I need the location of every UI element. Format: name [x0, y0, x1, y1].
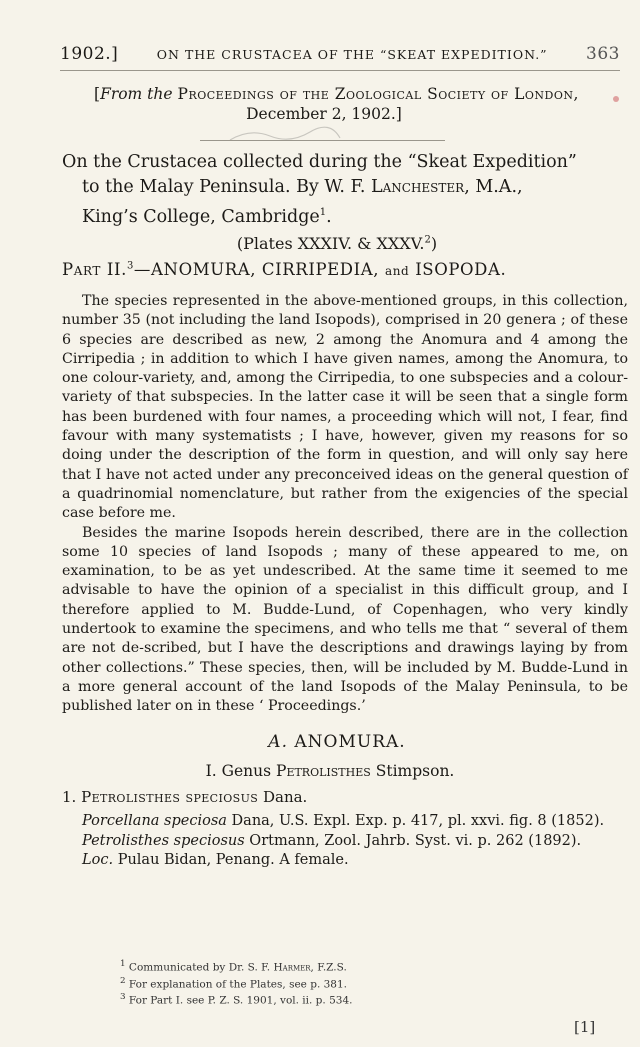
paragraph: Besides the marine Isopods herein described, there are in the collection some 10 species of land Isopods ; many of these appeared to me, on examination, to be as yet undescribed. At the same time it seemed to me advisable to have the opinion of a specialist in this difficult group, and I therefore applied to M. Budde-Lund, of Copenhagen, who very kindly undertook to examine the specimens, and who tells me that “ several of them are not de-scribed, but I have the descriptions and drawings laying by from other collections.” These species, then, will be included by M. Budde-Lund in a more general account of the land Isopods of the Malay Peninsula, to be published later on in these ‘ Proceedings.’: [62, 524, 628, 715]
body-text: [62, 292, 628, 717]
genus-prefix: I. Genus: [205, 762, 272, 780]
part-and: and: [384, 264, 410, 278]
species-number: 1.: [62, 788, 77, 806]
part-word: Part: [62, 260, 101, 279]
reference-citation: Ortmann, Zool. Jahrb. Syst. vi. p. 262 (1892).: [244, 832, 582, 849]
reference-entry: [62, 832, 628, 852]
author-name: Lanchester: [370, 177, 465, 197]
title-period: .: [326, 206, 332, 227]
footnote-text: For explanation of the Plates, see p. 381.: [128, 978, 347, 990]
from-text: From the: [100, 85, 173, 103]
footnote-name: Harmer: [273, 961, 311, 974]
article-title: [62, 150, 622, 230]
species-name: Petrolisthes speciosus: [81, 788, 259, 806]
bracket: [: [94, 85, 101, 103]
locality-text: Pulau Bidan, Penang. A female.: [113, 852, 349, 868]
plates-note: [0, 234, 640, 253]
locality: [62, 851, 628, 871]
footnote-marker: 3: [120, 992, 126, 1002]
section-heading: [0, 732, 640, 752]
running-head-year: 1902.]: [60, 44, 119, 64]
source-note: [94, 84, 614, 124]
footnote-ref-3: 3: [126, 260, 134, 272]
footnote-text: For Part I. see P. Z. S. 1901, vol. ii. p. 534.: [128, 994, 353, 1007]
signature-mark: [1]: [574, 1018, 596, 1036]
proceedings-title: Proceedings of the Zoological Society of London,: [177, 85, 579, 103]
part-groups: —ANOMURA, CIRRIPEDIA,: [133, 260, 380, 279]
footnote-marker: 1: [120, 959, 126, 969]
page-number: 363: [586, 44, 620, 64]
species-authority: Dana.: [262, 788, 308, 806]
reference-entry: [62, 812, 628, 832]
header-rule: [60, 70, 620, 71]
title-line-1: On the Crustacea collected during the “Skeat Expedition”: [62, 152, 577, 172]
author-degree: , M.A.,: [464, 177, 523, 197]
genus-heading: [0, 762, 640, 780]
plates-close: ): [430, 234, 438, 253]
footnote-text: Communicated by Dr. S. F.: [128, 961, 274, 974]
species-heading: [62, 788, 307, 806]
footnote-marker: 2: [120, 975, 126, 986]
footnote: [120, 975, 600, 992]
running-head: [60, 44, 620, 64]
plates-text: (Plates XXXIV. & XXXV.: [236, 234, 425, 253]
reference-citation: Dana, U.S. Expl. Exp. p. 417, pl. xxvi. fig. 8 (1852).: [226, 813, 605, 829]
footnotes: [120, 958, 600, 1008]
footnote-ref-2: 2: [424, 234, 431, 246]
genus-name: Petrolisthes: [276, 762, 371, 780]
paragraph: The species represented in the above-mentioned groups, in this collection, number 35 (not including the land Isopods), comprised in 20 genera ; of these 6 species are described as new, 2 among the Anomura and 4 among the Cirripedia ; in addition to which I have given names, among the Anomura, to one colour-variety, and, among the Cirripedia, to one subspecies and a colour-variety of that subspecies. In the latter case it will be seen that a single form has been burdened with four names, a proceeding which will not, I fear, find favour with many systematists ; I have, however, given my reasons for so doing under the description of the form in question, and will only say here that I have not acted under any preconceived ideas on the general question of a quadrinomial nomenclature, but rather from the exigencies of the special case before me.: [62, 293, 628, 522]
title-rule: [200, 140, 445, 141]
proceedings-date: December 2, 1902.]: [246, 105, 402, 123]
genus-authority: Stimpson.: [375, 762, 455, 780]
faint-stamp: [210, 122, 350, 148]
part-number: II.: [106, 260, 127, 279]
part-groups-end: ISOPODA.: [415, 260, 507, 279]
reference-taxon: Porcellana speciosa: [82, 813, 227, 829]
footnote-text-end: , F.Z.S.: [310, 961, 347, 974]
footnote: [120, 958, 600, 975]
synonymy: [62, 812, 628, 871]
part-heading: [62, 260, 506, 279]
title-line-3: [62, 200, 622, 230]
title-line-2: [62, 175, 622, 200]
reference-taxon: Petrolisthes speciosus: [82, 832, 245, 849]
section-letter: A.: [268, 732, 288, 752]
footnote: [120, 991, 600, 1008]
author-affiliation: King’s College, Cambridge: [82, 206, 320, 227]
locality-label: Loc.: [82, 852, 114, 868]
section-title: ANOMURA.: [294, 732, 406, 752]
title-by: to the Malay Peninsula. By W. F.: [82, 177, 371, 197]
footnote-ref-1: 1: [319, 207, 327, 218]
running-head-title: ON THE CRUSTACEA OF THE “SKEAT EXPEDITION.”: [156, 47, 548, 62]
